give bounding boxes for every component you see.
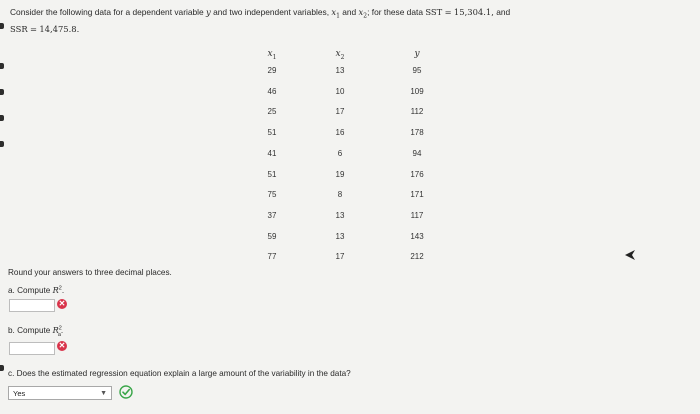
table-cell-x1: 29 bbox=[267, 66, 277, 75]
problem-line-1: Consider the following data for a dependent variable y and two independent variables, $x_1$ and $x_2$; for these data SST = 15,304.1, and bbox=[10, 7, 511, 20]
table-cell-x1: 37 bbox=[267, 210, 277, 220]
table-cell-x2: 17 bbox=[335, 252, 345, 262]
table-cell-x1: 75 bbox=[267, 190, 277, 200]
table-cell-y: 117 bbox=[410, 210, 424, 220]
table-cell-x2: 13 bbox=[335, 231, 345, 241]
table-cell-x1: 59 bbox=[267, 231, 277, 241]
left-edge-markers bbox=[0, 0, 6, 414]
answer-b-input[interactable] bbox=[9, 342, 55, 355]
table-cell-x2: 17 bbox=[335, 107, 345, 117]
x-circle-icon: ✕ bbox=[58, 341, 66, 350]
rounding-instructions: Round your answers to three decimal places. bbox=[8, 268, 172, 277]
table-cell-x1: 51 bbox=[267, 169, 277, 179]
table-cell-y: 143 bbox=[410, 231, 424, 241]
table-cell-x2: 6 bbox=[337, 148, 343, 158]
x-circle-icon: ✕ bbox=[58, 299, 66, 308]
problem-line-2: SSR = 14,475.8. bbox=[10, 23, 80, 34]
table-cell-y: 95 bbox=[412, 66, 422, 75]
table-cell-x2: 19 bbox=[335, 169, 345, 179]
table-cell-x2: 8 bbox=[337, 190, 343, 200]
problem-statement bbox=[10, 6, 510, 35]
header-y: y bbox=[414, 49, 420, 59]
table-cell-y: 112 bbox=[410, 107, 424, 117]
question-c: c. Does the estimated regression equation explain a large amount of the variability in the data? bbox=[8, 369, 351, 378]
table-cell-x1: 51 bbox=[267, 128, 277, 138]
question-a: a. Compute $R^2$. bbox=[8, 285, 65, 295]
table-cell-y: 109 bbox=[410, 86, 424, 96]
table-cell-x1: 41 bbox=[267, 148, 277, 158]
table-cell-y: 212 bbox=[410, 252, 424, 262]
header-x2: $x_2$ bbox=[335, 49, 345, 61]
table-cell-x1: 25 bbox=[267, 107, 277, 117]
answer-a-input[interactable] bbox=[9, 299, 55, 312]
chevron-down-icon: ▼ bbox=[100, 390, 107, 397]
question-b: b. Compute $R^2_a$. bbox=[8, 325, 64, 338]
table-cell-x2: 16 bbox=[335, 128, 345, 138]
table-cell-x2: 13 bbox=[335, 66, 345, 75]
table-cell-x1: 46 bbox=[267, 86, 277, 96]
table-cell-x2: 10 bbox=[335, 86, 345, 96]
table-cell-x2: 13 bbox=[335, 210, 345, 220]
mouse-cursor-icon bbox=[624, 249, 636, 261]
table-cell-y: 178 bbox=[410, 128, 424, 138]
check-circle-icon bbox=[119, 385, 133, 399]
table-cell-y: 94 bbox=[412, 148, 422, 158]
header-x1: $x_1$ bbox=[267, 49, 277, 61]
table-cell-y: 171 bbox=[410, 190, 424, 200]
table-cell-x1: 77 bbox=[267, 252, 277, 262]
table-cell-y: 176 bbox=[410, 169, 424, 179]
answer-c-select[interactable] bbox=[8, 386, 112, 400]
answer-c-selected-value: Yes bbox=[13, 389, 26, 398]
